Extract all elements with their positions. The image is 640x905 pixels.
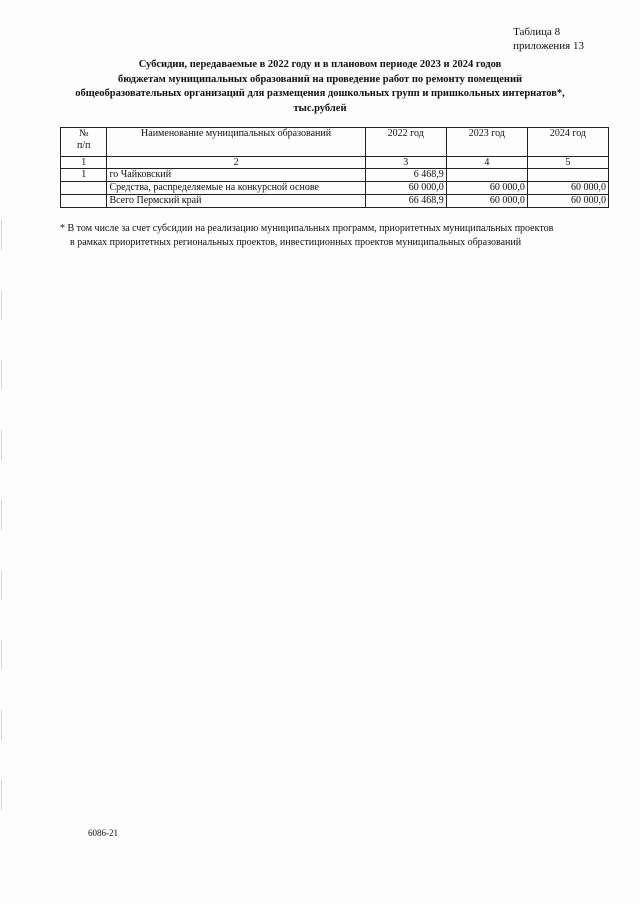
row-value-2022: 60 000,0: [365, 182, 446, 195]
title-line: тыс.рублей: [293, 102, 347, 114]
row-value-2024: [527, 169, 608, 182]
row-number: [61, 195, 107, 208]
row-number: [61, 182, 107, 195]
column-index-row: [61, 157, 609, 169]
row-value-2023: [446, 169, 527, 182]
table-row: [61, 169, 609, 182]
table-reference: [513, 25, 584, 53]
header-2023: 2023 год: [446, 128, 527, 157]
title-line: бюджетам муниципальных образований на проведение работ по ремонту помещений: [117, 73, 523, 85]
row-value-2023: 60 000,0: [446, 195, 527, 208]
row-number: 1: [61, 169, 107, 182]
header-number: № п/п: [61, 128, 107, 157]
row-name: го Чайковский: [107, 169, 365, 182]
table-row: [61, 195, 609, 208]
row-value-2024: 60 000,0: [527, 195, 608, 208]
document-title: [40, 58, 600, 116]
subsidies-table: [60, 127, 609, 208]
title-line: Субсидии, передаваемые в 2022 году и в плановом периоде 2023 и 2024 годов: [138, 59, 502, 70]
footnote: [60, 222, 620, 250]
row-value-2022: 66 468,9: [365, 195, 446, 208]
footnote-line: * В том числе за счет субсидии на реализацию муниципальных программ, приоритетных муниципальных проектов: [60, 223, 554, 234]
header-2022: 2022 год: [365, 128, 446, 157]
row-value-2022: 6 468,9: [365, 169, 446, 182]
table-header-row: [61, 128, 609, 157]
header-name: Наименование муниципальных образований: [107, 128, 365, 157]
header-2024: 2024 год: [527, 128, 608, 157]
index-cell: 1: [61, 157, 107, 169]
row-name: Всего Пермский край: [107, 195, 365, 208]
table-number: Таблица 8: [513, 26, 561, 38]
title-line: общеобразовательных организаций для размещения дошкольных групп и пришкольных интернатов*,: [75, 88, 565, 99]
row-value-2023: 60 000,0: [446, 182, 527, 195]
table-row: [61, 182, 609, 195]
appendix-reference: приложения 13: [513, 40, 584, 52]
index-cell: 4: [446, 157, 527, 169]
index-cell: 5: [527, 157, 608, 169]
row-value-2024: 60 000,0: [527, 182, 608, 195]
index-cell: 2: [107, 157, 365, 169]
row-name: Средства, распределяемые на конкурсной основе: [107, 182, 365, 195]
footnote-line: в рамках приоритетных региональных проектов, инвестиционных проектов муниципальных образований: [70, 237, 522, 248]
scan-edge-artifact: [1, 220, 2, 820]
index-cell: 3: [365, 157, 446, 169]
document-code: 6086-21: [88, 828, 118, 838]
